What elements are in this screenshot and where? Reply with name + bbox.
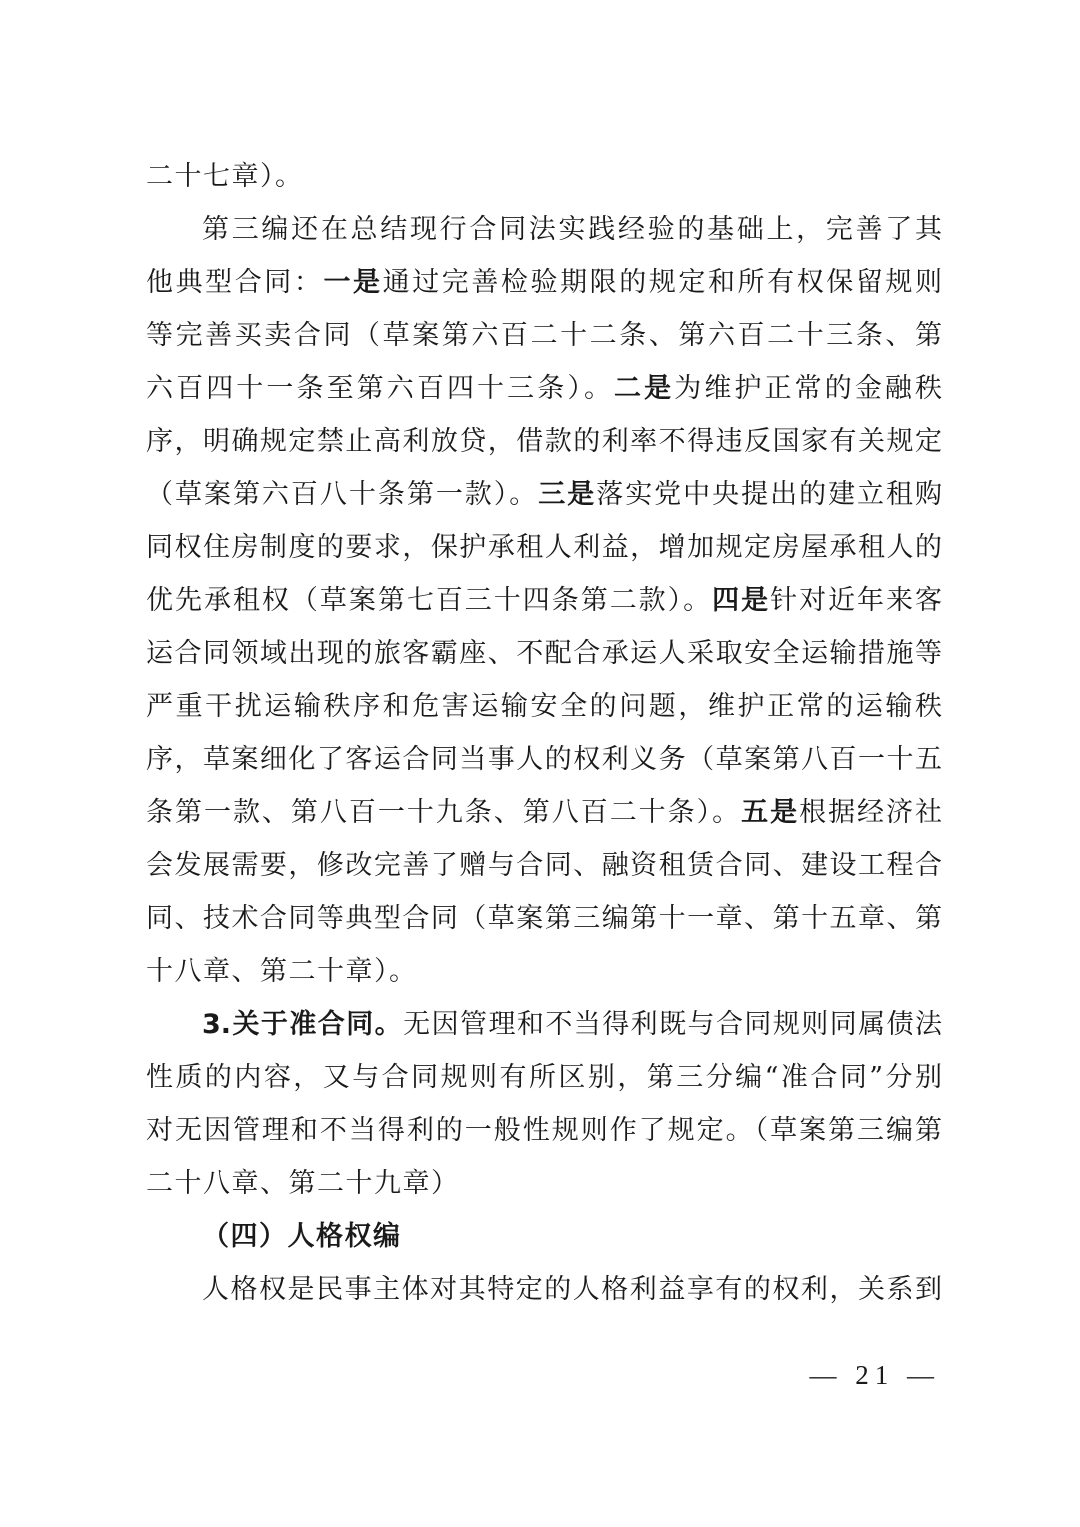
text-line-11: 严重干扰运输秩序和危害运输安全的问题，维护正常的运输秩 [146, 691, 942, 722]
bold-enumeration-four: 四是 [712, 585, 771, 616]
text-line-20: 二十八章、第二十九章） [146, 1168, 460, 1199]
text-line-6: 序，明确规定禁止高利放贷，借款的利率不得违反国家有关规定 [146, 426, 942, 457]
text-line-1: 二十七章）。 [146, 161, 304, 192]
bold-enumeration-one: 一是 [323, 267, 383, 298]
section-heading-quasi-contract: 3.关于准合同。 [202, 1009, 404, 1040]
text-line-15: 同、技术合同等典型合同（草案第三编第十一章、第十五章、第 [146, 903, 942, 934]
document-page [146, 150, 942, 1316]
text-line-9: 优先承租权（草案第七百三十四条第二款）。四是针对近年来客 [146, 585, 943, 616]
bold-enumeration-three: 三是 [538, 479, 597, 510]
text-line-18: 性质的内容，又与合同规则有所区别，第三分编“准合同”分别 [146, 1062, 942, 1093]
text-line-4: 等完善买卖合同（草案第六百二十二条、第六百二十三条、第 [146, 320, 942, 351]
subsection-heading-line [146, 1210, 942, 1263]
text-line-22: 人格权是民事主体对其特定的人格利益享有的权利，关系到 [202, 1274, 942, 1305]
page-number: — 21 — [809, 1360, 940, 1390]
text-line-5: 六百四十一条至第六百四十三条）。二是为维护正常的金融秩 [146, 373, 943, 404]
text-line-8: 同权住房制度的要求，保护承租人利益，增加规定房屋承租人的 [146, 532, 942, 563]
paragraph-start-line: 第三编还在总结现行合同法实践经验的基础上，完善了其 [202, 214, 942, 245]
text-line-10: 运合同领域出现的旅客霸座、不配合承运人采取安全运输措施等 [146, 638, 942, 669]
subsection-heading-personality-rights: （四）人格权编 [202, 1221, 402, 1252]
bold-enumeration-two: 二是 [614, 373, 675, 404]
text-line-16: 十八章、第二十章）。 [146, 956, 418, 987]
text-line-3: 他典型合同：一是通过完善检验期限的规定和所有权保留规则 [146, 267, 943, 298]
text-line-12: 序，草案细化了客运合同当事人的权利义务（草案第八百一十五 [146, 744, 942, 775]
text-line-14: 会发展需要，修改完善了赠与合同、融资租赁合同、建设工程合 [146, 850, 942, 881]
section-heading-line: 3.关于准合同。无因管理和不当得利既与合同规则同属债法 [202, 1009, 943, 1040]
bold-enumeration-five: 五是 [741, 797, 800, 828]
text-line-7: （草案第六百八十条第一款）。三是落实党中央提出的建立租购 [146, 479, 943, 510]
text-line-13: 条第一款、第八百一十九条、第八百二十条）。五是根据经济社 [146, 797, 943, 828]
text-line-19: 对无因管理和不当得利的一般性规则作了规定。（草案第三编第 [146, 1115, 942, 1146]
